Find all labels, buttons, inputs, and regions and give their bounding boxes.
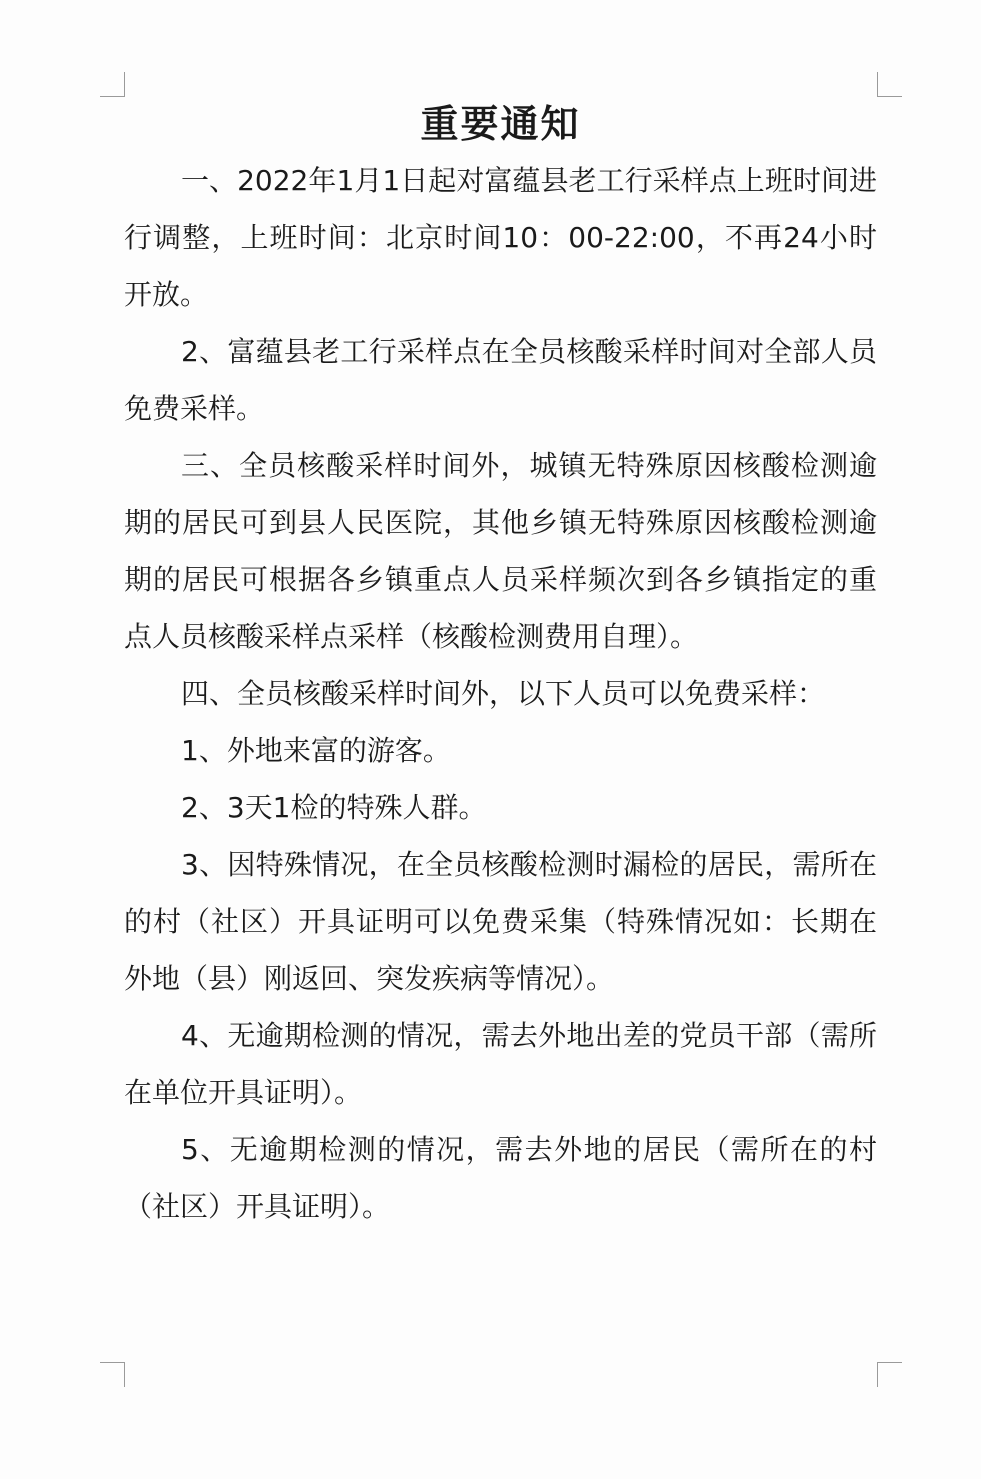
paragraph-8: 4、无逾期检测的情况，需去外地出差的党员干部（需所在单位开具证明）。 (124, 1019, 877, 1109)
document-body (124, 96, 877, 1235)
document-title: 重要通知 (420, 102, 581, 146)
paragraph-5: 1、外地来富的游客。 (181, 734, 451, 767)
paragraph-1: 一、2022年1月1日起对富蕴县老工行采样点上班时间进行调整，上班时间：北京时间10：00-22:00，不再24小时开放。 (124, 164, 877, 311)
corner-mark-bottom-right (877, 1362, 902, 1387)
paragraph-3: 三、全员核酸采样时间外，城镇无特殊原因核酸检测逾期的居民可到县人民医院，其他乡镇无特殊原因核酸检测逾期的居民可根据各乡镇重点人员采样频次到各乡镇指定的重点人员核酸采样点采样（核酸检测费用自理）。 (124, 449, 877, 653)
corner-mark-top-right (877, 72, 902, 97)
corner-mark-bottom-left (100, 1362, 125, 1387)
corner-mark-top-left (100, 72, 125, 97)
paragraph-6: 2、3天1检的特殊人群。 (181, 791, 487, 824)
paragraph-7: 3、因特殊情况，在全员核酸检测时漏检的居民，需所在的村（社区）开具证明可以免费采集（特殊情况如：长期在外地（县）刚返回、突发疾病等情况）。 (124, 848, 877, 995)
paragraph-2: 2、富蕴县老工行采样点在全员核酸采样时间对全部人员免费采样。 (124, 335, 877, 425)
paragraph-9: 5、无逾期检测的情况，需去外地的居民（需所在的村（社区）开具证明）。 (124, 1133, 877, 1223)
paragraph-4: 四、全员核酸采样时间外，以下人员可以免费采样： (181, 677, 826, 710)
